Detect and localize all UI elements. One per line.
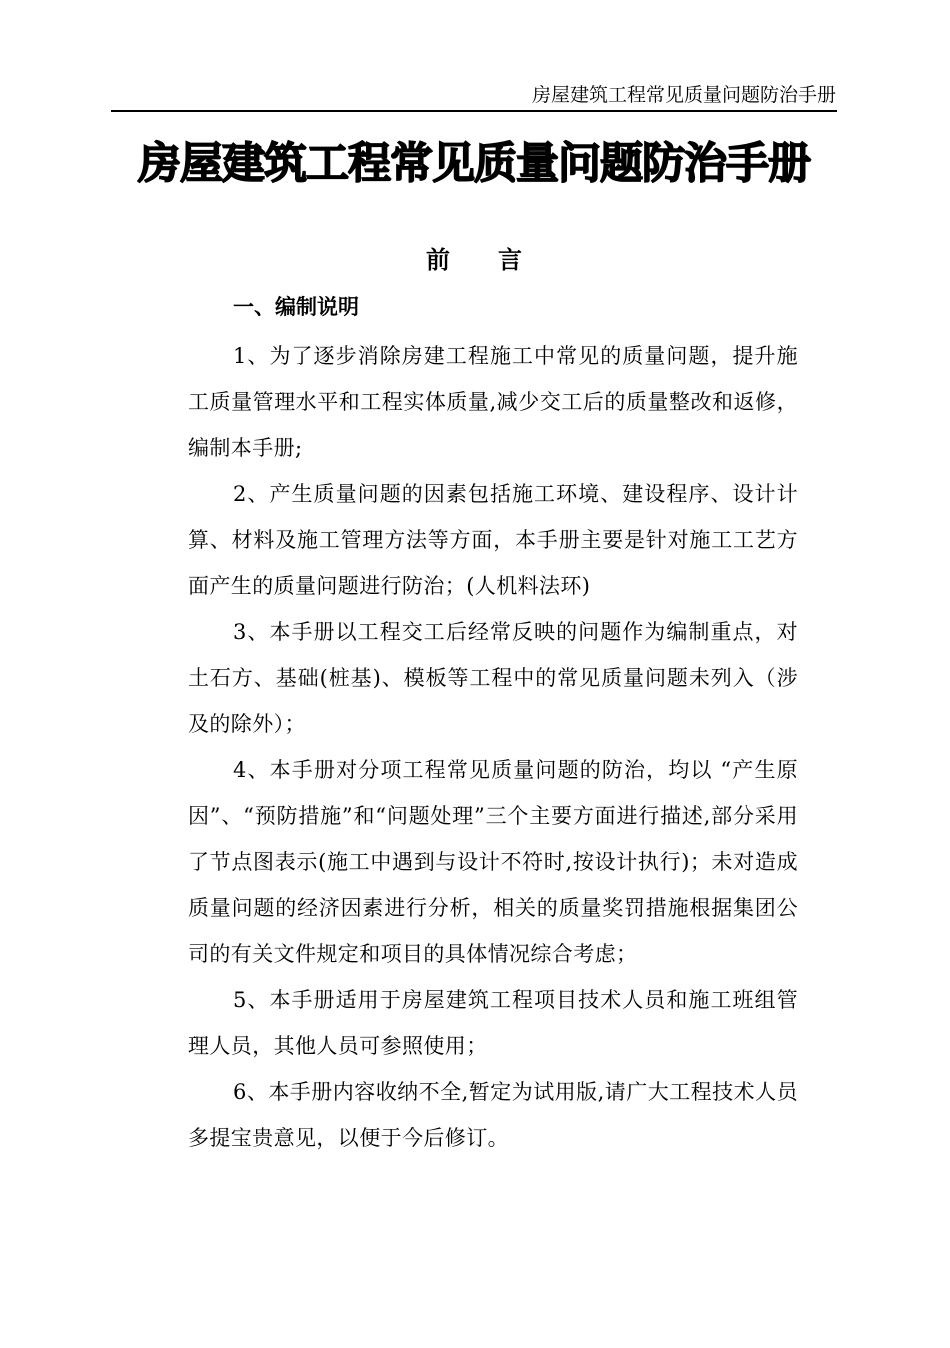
body-text: [188, 333, 798, 1161]
subheading: 一、编制说明: [233, 295, 359, 319]
paragraph-5: 5、本手册适用于房屋建筑工程项目技术人员和施工班组管理人员，其他人员可参照使用；: [188, 988, 798, 1058]
running-header: 房屋建筑工程常见质量问题防治手册: [531, 84, 836, 106]
paragraph-1: 1、为了逐步消除房建工程施工中常见的质量问题，提升施工质量管理水平和工程实体质量,减少交工后的质量整改和返修，编制本手册;: [188, 344, 798, 460]
paragraph-4: 4、本手册对分项工程常见质量问题的防治，均以 “产生原因”、“预防措施”和“问题处理”三个主要方面进行描述,部分采用了节点图表示(施工中遇到与设计不符时,按设计执行)；未对造成质量问题的经济因素进行分析，相关的质量奖罚措施根据集团公司的有关文件规定和项目的具体情况综合考虑；: [188, 758, 798, 966]
paragraph-2: 2、产生质量问题的因素包括施工环境、建设程序、设计计算、材料及施工管理方法等方面，本手册主要是针对施工工艺方面产生的质量问题进行防治；(人机料法环): [188, 482, 798, 598]
paragraph-6: 6、本手册内容收纳不全,暂定为试用版,请广大工程技术人员多提宝贵意见，以便于今后修订。: [188, 1080, 798, 1150]
section-title: 前言: [426, 246, 570, 274]
header-rule: [111, 110, 837, 112]
document-title: 房屋建筑工程常见质量问题防治手册: [138, 139, 810, 189]
paragraph-3: 3、本手册以工程交工后经常反映的问题作为编制重点，对土石方、基础(桩基)、模板等工程中的常见质量问题未列入（涉及的除外）；: [188, 620, 798, 736]
